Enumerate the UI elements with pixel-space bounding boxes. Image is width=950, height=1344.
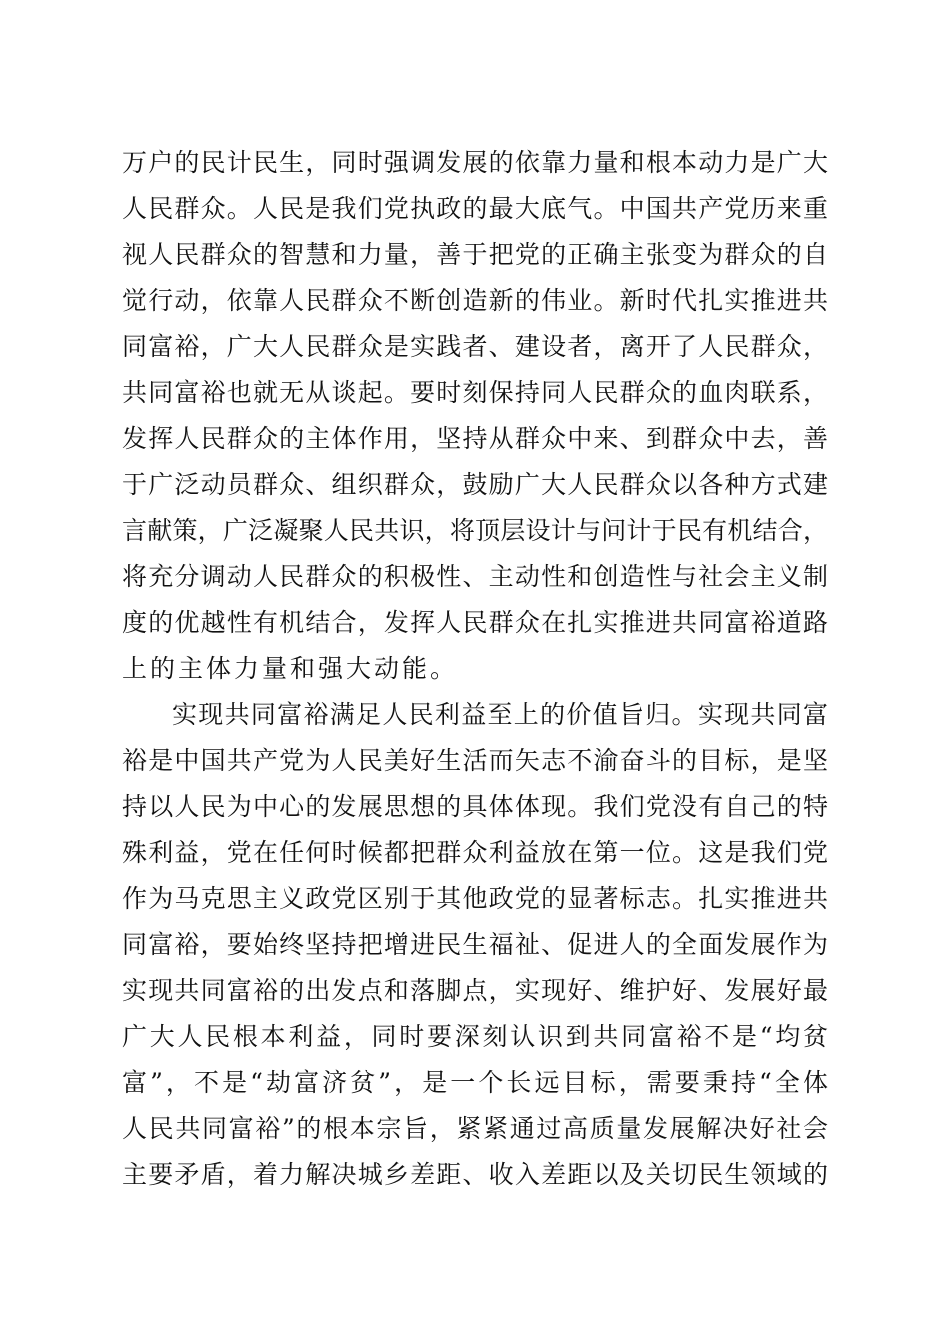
text-line: 作为马克思主义政党区别于其他政党的显著标志。扎实推进共	[122, 884, 828, 913]
text-line: 言献策，广泛凝聚人民共识，将顶层设计与问计于民有机结合，	[122, 516, 828, 545]
text-line: 共同富裕也就无从谈起。要时刻保持同人民群众的血肉联系，	[122, 378, 828, 407]
text-line: 发挥人民群众的主体作用，坚持从群众中来、到群众中去，善	[122, 424, 828, 453]
text-line: 上的主体力量和强大动能。	[122, 654, 459, 683]
text-line: 殊利益，党在任何时候都把群众利益放在第一位。这是我们党	[122, 838, 828, 867]
paragraph-first-line: 实现共同富裕满足人民利益至上的价值旨归。实现共同富	[172, 700, 828, 729]
text-line: 裕是中国共产党为人民美好生活而矢志不渝奋斗的目标，是坚	[122, 746, 828, 775]
text-line: 持以人民为中心的发展思想的具体体现。我们党没有自己的特	[122, 792, 828, 821]
text-line: 富”，不是“劫富济贫”，是一个长远目标，需要秉持“全体	[122, 1068, 828, 1097]
text-line: 于广泛动员群众、组织群众，鼓励广大人民群众以各种方式建	[122, 470, 828, 499]
text-line: 广大人民根本利益，同时要深刻认识到共同富裕不是“均贫	[122, 1022, 828, 1051]
text-line: 人民共同富裕”的根本宗旨，紧紧通过高质量发展解决好社会	[122, 1114, 828, 1143]
text-line: 实现共同富裕的出发点和落脚点，实现好、维护好、发展好最	[122, 976, 828, 1005]
text-line: 度的优越性有机结合，发挥人民群众在扎实推进共同富裕道路	[122, 608, 828, 637]
text-line: 视人民群众的智慧和力量，善于把党的正确主张变为群众的自	[122, 240, 828, 269]
text-line: 觉行动，依靠人民群众不断创造新的伟业。新时代扎实推进共	[122, 286, 828, 315]
text-line: 万户的民计民生，同时强调发展的依靠力量和根本动力是广大	[122, 148, 828, 177]
text-line: 主要矛盾，着力解决城乡差距、收入差距以及关切民生领域的	[122, 1160, 828, 1189]
text-line: 同富裕，广大人民群众是实践者、建设者，离开了人民群众，	[122, 332, 828, 361]
text-line: 同富裕，要始终坚持把增进民生福祉、促进人的全面发展作为	[122, 930, 828, 959]
text-line: 将充分调动人民群众的积极性、主动性和创造性与社会主义制	[122, 562, 828, 591]
text-line: 人民群众。人民是我们党执政的最大底气。中国共产党历来重	[122, 194, 828, 223]
